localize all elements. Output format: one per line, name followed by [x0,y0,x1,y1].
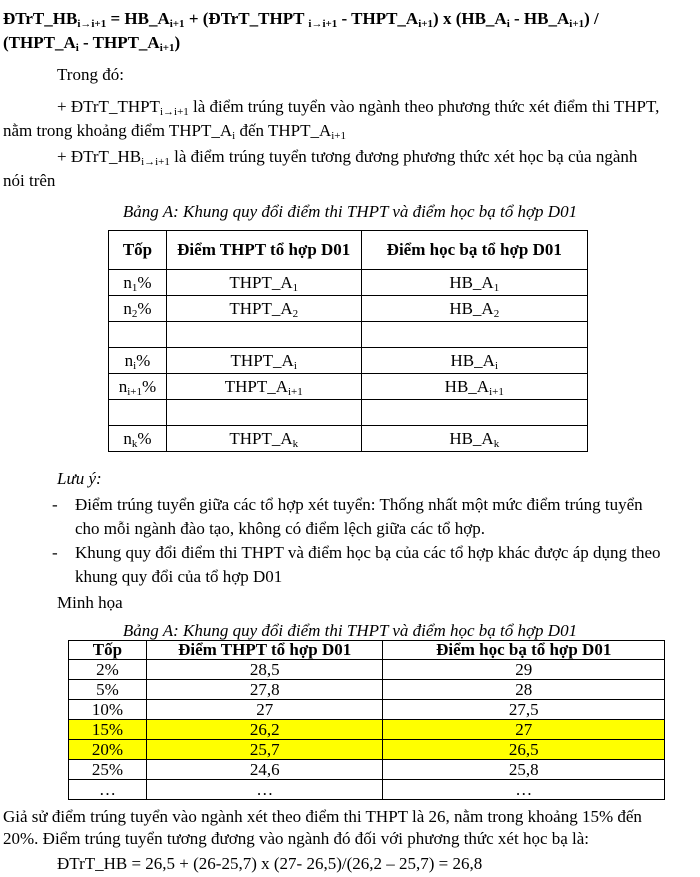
formula-sub: i→i+1 [77,18,107,30]
table-cell [109,322,167,348]
table-cell [166,270,361,296]
table-cell [361,400,587,426]
table-cell: 20% [69,740,147,760]
cell-text: n [124,350,134,370]
column-header: Điểm THPT tổ hợp D01 [166,231,361,270]
column-header: Tốp [69,641,147,660]
cell-text: THPT_A [224,376,288,396]
table-cell: … [69,780,147,800]
cell-sub: i+1 [287,385,303,398]
formula-sub: i+1 [159,42,175,54]
table-cell [166,400,361,426]
table-row-empty [109,322,588,348]
example-line-2: 20%. Điểm trúng tuyển tương đương vào ngành đó đối với phương thức xét học bạ là: [3,829,590,848]
table-row [109,270,588,296]
illustration-label: Minh họa [57,593,123,612]
table-cell: 5% [69,680,147,700]
table-row-highlighted [69,740,665,760]
cell-text: THPT_A [230,350,294,370]
table-a-caption: Bảng A: Khung quy đổi điểm thi THPT và điểm học bạ tổ hợp D01 [122,202,578,221]
table-cell [166,348,361,374]
table-cell: 26,5 [383,740,665,760]
cell-text: % [136,350,151,370]
formula-sub: i+1 [418,18,434,30]
table-row [69,700,665,720]
table-cell: … [383,780,665,800]
note-2-line-2: khung quy đổi của tổ hợp D01 [75,567,283,586]
explanation-intro: Trong đó: [57,65,124,84]
cell-text: HB_A [444,376,490,396]
table-cell: 29 [383,660,665,680]
cell-text: n [123,428,132,448]
explanation-item-2 [57,146,637,168]
table-cell: 2% [69,660,147,680]
table-cell: … [146,780,383,800]
formula-text: - HB_A [509,9,570,28]
bullet-dash: - [52,543,58,562]
example-line-3: ĐTrT_HB = 26,5 + (26-25,7) x (27- 26,5)/(26,2 – 25,7) = 26,8 [57,854,483,873]
formula-text: - THPT_A [78,33,160,52]
item-text: là điểm trúng tuyển tương đương phương thức xét học bạ của ngành [169,147,638,166]
cell-text: % [137,428,152,448]
item-sub: i [232,130,236,142]
table-cell [361,426,587,452]
table-row [69,780,665,800]
cell-text: % [142,376,157,396]
table-cell: 28,5 [146,660,383,680]
cell-sub: k [292,437,299,450]
cell-sub: k [493,437,500,450]
formula-sub: i [75,42,79,54]
cell-text: n [123,272,132,292]
formula-sub: i+1 [569,18,585,30]
cell-sub: k [131,437,138,450]
table-cell [166,322,361,348]
table-cell: 10% [69,700,147,720]
table-cell [109,348,167,374]
table-cell: 25,8 [383,760,665,780]
note-1-line-2: cho mỗi ngành đào tạo, không có điểm lệch giữa các tổ hợp. [75,519,486,538]
formula-text: ) [174,33,181,52]
formula-text: ) x (HB_A [433,9,507,28]
table-cell: 25,7 [146,740,383,760]
cell-text: THPT_A [229,428,293,448]
cell-text: % [137,272,152,292]
cell-text: HB_A [449,428,494,448]
table-row [109,426,588,452]
formula-line-1 [3,8,599,30]
cell-text: THPT_A [229,272,293,292]
table-cell [109,374,167,400]
table-cell [361,348,587,374]
formula-sub: i+1 [169,18,185,30]
item-text: + ĐTrT_HB [57,147,142,166]
formula-text: = HB_A [106,9,170,28]
table-cell [361,374,587,400]
column-header: Điểm học bạ tổ hợp D01 [383,641,665,660]
cell-text: HB_A [449,298,494,318]
cell-sub: 2 [493,307,500,320]
table-cell [109,270,167,296]
table-cell: 27 [383,720,665,740]
cell-sub: 2 [131,307,138,320]
table-cell: 27,5 [383,700,665,720]
formula-text: (THPT_A [3,33,76,52]
table-cell: 26,2 [146,720,383,740]
table-row [109,348,588,374]
cell-sub: i [494,359,498,372]
table-cell [166,374,361,400]
table-cell: 25% [69,760,147,780]
cell-text: % [137,298,152,318]
example-line-1: Giả sử điểm trúng tuyển vào ngành xét theo điểm thi THPT là 26, nằm trong khoảng 15% đến [3,807,642,826]
item-text: đến THPT_A [235,121,332,140]
bullet-dash: - [52,495,58,514]
explanation-item-2-cont: nói trên [3,171,56,190]
cell-text: n [123,298,132,318]
table-cell [109,400,167,426]
column-header: Tốp [109,231,167,270]
table-row-empty [109,400,588,426]
formula-line-2 [3,32,180,54]
table-cell [109,296,167,322]
formula-sub: i→i+1 [308,18,338,30]
cell-text: HB_A [449,272,494,292]
item-text: nằm trong khoảng điểm THPT_A [3,121,233,140]
note-1-line-1: Điểm trúng tuyển giữa các tổ hợp xét tuyển: Thống nhất một mức điểm trúng tuyển [75,495,643,514]
table-b [68,640,665,800]
note-2-line-1: Khung quy đổi điểm thi THPT và điểm học bạ của các tổ hợp khác được áp dụng theo [75,543,661,562]
column-header: Điểm THPT tổ hợp D01 [146,641,383,660]
formula-text: - THPT_A [337,9,419,28]
table-cell [361,270,587,296]
column-header: Điểm học bạ tổ hợp D01 [361,231,587,270]
table-cell [166,296,361,322]
item-text: + ĐTrT_THPT [57,97,160,116]
table-row [69,660,665,680]
table-row [109,296,588,322]
item-sub: i→i+1 [141,156,170,168]
table-a [108,230,588,452]
cell-text: THPT_A [229,298,293,318]
cell-sub: i [293,359,297,372]
cell-sub: i [133,359,137,372]
cell-sub: 1 [493,281,500,294]
table-cell: 27,8 [146,680,383,700]
explanation-item-1 [57,96,659,118]
item-sub: i→i+1 [159,106,189,118]
formula-sub: i [506,18,510,30]
table-cell [361,322,587,348]
item-text: là điểm trúng tuyển vào ngành theo phương thức xét điểm thi THPT, [188,97,660,116]
table-b-caption: Bảng A: Khung quy đổi điểm thi THPT và điểm học bạ tổ hợp D01 [122,621,578,640]
table-cell [166,426,361,452]
table-cell [361,296,587,322]
cell-sub: 1 [292,281,299,294]
table-cell: 27 [146,700,383,720]
cell-sub: i+1 [489,385,504,398]
cell-text: HB_A [450,350,495,370]
formula-text: ) / [584,9,599,28]
formula-text: ĐTrT_HB [3,9,78,28]
table-cell [109,426,167,452]
cell-sub: i+1 [127,385,142,398]
table-cell: 28 [383,680,665,700]
table-cell: 15% [69,720,147,740]
table-row [109,374,588,400]
table-row [69,680,665,700]
item-sub: i+1 [331,130,347,142]
table-row [69,760,665,780]
explanation-item-1-cont [3,120,346,142]
cell-text: n [118,376,128,396]
table-header-row [109,231,588,270]
cell-sub: 1 [131,281,138,294]
cell-sub: 2 [292,307,299,320]
notes-title: Lưu ý: [57,469,102,488]
table-cell: 24,6 [146,760,383,780]
table-header-row [69,641,665,660]
table-row-highlighted [69,720,665,740]
formula-text: + (ĐTrT_THPT [184,9,309,28]
